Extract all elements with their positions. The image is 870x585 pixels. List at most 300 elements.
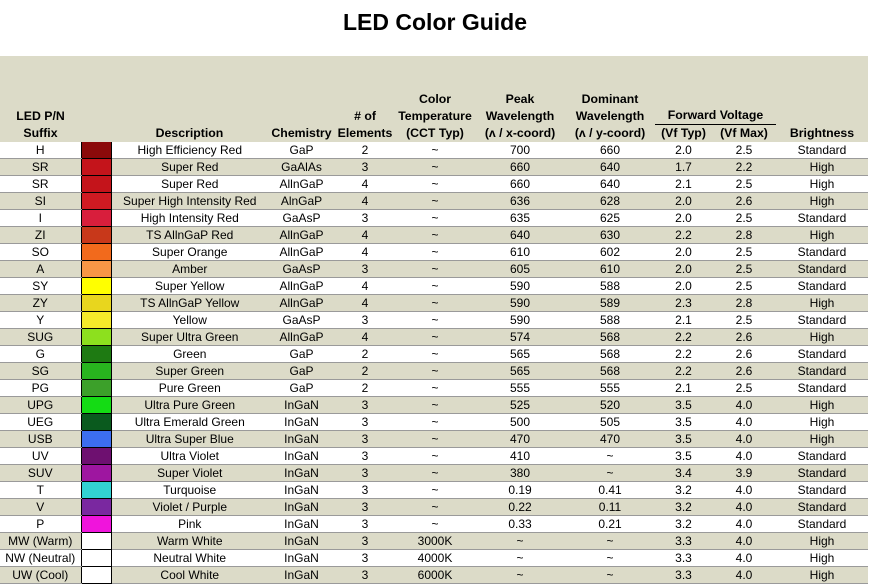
row-dominant-wavelength: 0.21 bbox=[565, 516, 655, 533]
row-color-temperature: ~ bbox=[395, 380, 475, 397]
row-color-temperature: ~ bbox=[395, 142, 475, 159]
row-elements: 4 bbox=[335, 329, 395, 346]
row-dominant-wavelength: ~ bbox=[565, 550, 655, 567]
table-row bbox=[0, 329, 868, 346]
row-peak-wavelength: 525 bbox=[475, 397, 565, 414]
row-vf-max: 4.0 bbox=[712, 550, 776, 567]
row-chemistry: AllnGaP bbox=[268, 244, 335, 261]
row-color-temperature: ~ bbox=[395, 397, 475, 414]
row-vf-typ: 2.0 bbox=[655, 278, 712, 295]
row-vf-max: 2.8 bbox=[712, 295, 776, 312]
color-swatch bbox=[81, 550, 111, 567]
row-elements: 3 bbox=[335, 448, 395, 465]
row-peak-wavelength: 410 bbox=[475, 448, 565, 465]
color-swatch bbox=[81, 482, 111, 499]
row-color-temperature: ~ bbox=[395, 363, 475, 380]
row-vf-max: 2.5 bbox=[712, 278, 776, 295]
row-suffix: P bbox=[0, 516, 81, 533]
row-suffix: UEG bbox=[0, 414, 81, 431]
row-peak-wavelength: 660 bbox=[475, 176, 565, 193]
row-vf-max: 2.5 bbox=[712, 244, 776, 261]
row-chemistry: InGaN bbox=[268, 397, 335, 414]
row-chemistry: InGaN bbox=[268, 431, 335, 448]
row-dominant-wavelength: 470 bbox=[565, 431, 655, 448]
row-dominant-wavelength: 640 bbox=[565, 176, 655, 193]
row-elements: 3 bbox=[335, 465, 395, 482]
table-row bbox=[0, 278, 868, 295]
row-description: Super Green bbox=[111, 363, 268, 380]
row-vf-typ: 3.5 bbox=[655, 448, 712, 465]
row-dominant-wavelength: 588 bbox=[565, 312, 655, 329]
row-vf-max: 4.0 bbox=[712, 414, 776, 431]
led-color-table bbox=[0, 56, 868, 584]
row-elements: 4 bbox=[335, 244, 395, 261]
row-chemistry: InGaN bbox=[268, 482, 335, 499]
row-vf-typ: 2.2 bbox=[655, 363, 712, 380]
color-swatch bbox=[81, 227, 111, 244]
row-brightness: High bbox=[776, 550, 868, 567]
table-row bbox=[0, 465, 868, 482]
row-suffix: SUG bbox=[0, 329, 81, 346]
row-brightness: Standard bbox=[776, 261, 868, 278]
color-swatch bbox=[81, 414, 111, 431]
row-suffix: SR bbox=[0, 159, 81, 176]
row-peak-wavelength: 574 bbox=[475, 329, 565, 346]
row-chemistry: InGaN bbox=[268, 516, 335, 533]
row-vf-typ: 2.0 bbox=[655, 261, 712, 278]
row-vf-max: 2.6 bbox=[712, 329, 776, 346]
row-vf-typ: 3.2 bbox=[655, 499, 712, 516]
row-description: Super Ultra Green bbox=[111, 329, 268, 346]
table-row bbox=[0, 550, 868, 567]
row-elements: 2 bbox=[335, 346, 395, 363]
row-description: Super High Intensity Red bbox=[111, 193, 268, 210]
header-peak-wavelength: Peak Wavelength (ʌ / x-coord) bbox=[484, 92, 556, 140]
row-description: Ultra Pure Green bbox=[111, 397, 268, 414]
row-suffix: T bbox=[0, 482, 81, 499]
row-vf-max: 4.0 bbox=[712, 499, 776, 516]
color-swatch bbox=[81, 210, 111, 227]
row-color-temperature: ~ bbox=[395, 295, 475, 312]
row-description: High Efficiency Red bbox=[111, 142, 268, 159]
row-elements: 4 bbox=[335, 193, 395, 210]
row-brightness: High bbox=[776, 193, 868, 210]
row-vf-typ: 2.2 bbox=[655, 329, 712, 346]
row-vf-typ: 3.4 bbox=[655, 465, 712, 482]
table-row bbox=[0, 176, 868, 193]
row-vf-typ: 3.3 bbox=[655, 533, 712, 550]
table-row bbox=[0, 431, 868, 448]
row-chemistry: AlnGaP bbox=[268, 193, 335, 210]
row-description: Yellow bbox=[111, 312, 268, 329]
row-dominant-wavelength: 568 bbox=[565, 329, 655, 346]
row-elements: 3 bbox=[335, 159, 395, 176]
color-swatch bbox=[81, 244, 111, 261]
row-vf-typ: 1.7 bbox=[655, 159, 712, 176]
table-row bbox=[0, 363, 868, 380]
header-forward-voltage: Forward Voltage bbox=[655, 56, 776, 125]
row-chemistry: GaP bbox=[268, 142, 335, 159]
row-vf-typ: 2.1 bbox=[655, 312, 712, 329]
row-dominant-wavelength: ~ bbox=[565, 533, 655, 550]
row-chemistry: GaAsP bbox=[268, 261, 335, 278]
row-color-temperature: 3000K bbox=[395, 533, 475, 550]
row-color-temperature: ~ bbox=[395, 431, 475, 448]
row-elements: 3 bbox=[335, 261, 395, 278]
row-suffix: SY bbox=[0, 278, 81, 295]
row-description: Ultra Emerald Green bbox=[111, 414, 268, 431]
row-suffix: SR bbox=[0, 176, 81, 193]
color-swatch bbox=[81, 516, 111, 533]
row-color-temperature: ~ bbox=[395, 499, 475, 516]
page-title: LED Color Guide bbox=[343, 9, 527, 35]
row-chemistry: InGaN bbox=[268, 533, 335, 550]
color-swatch bbox=[81, 176, 111, 193]
row-brightness: Standard bbox=[776, 346, 868, 363]
row-vf-typ: 3.3 bbox=[655, 567, 712, 584]
table-row bbox=[0, 210, 868, 227]
row-vf-max: 2.5 bbox=[712, 142, 776, 159]
row-chemistry: GaP bbox=[268, 346, 335, 363]
row-elements: 3 bbox=[335, 312, 395, 329]
row-chemistry: GaAlAs bbox=[268, 159, 335, 176]
row-brightness: Standard bbox=[776, 380, 868, 397]
row-brightness: High bbox=[776, 329, 868, 346]
row-description: TS AllnGaP Yellow bbox=[111, 295, 268, 312]
row-brightness: Standard bbox=[776, 499, 868, 516]
row-vf-typ: 2.0 bbox=[655, 142, 712, 159]
row-suffix: UW (Cool) bbox=[0, 567, 81, 584]
row-vf-max: 4.0 bbox=[712, 448, 776, 465]
row-description: Pink bbox=[111, 516, 268, 533]
row-chemistry: AllnGaP bbox=[268, 329, 335, 346]
row-color-temperature: ~ bbox=[395, 278, 475, 295]
row-dominant-wavelength: 505 bbox=[565, 414, 655, 431]
header-brightness: Brightness bbox=[789, 126, 855, 140]
row-vf-typ: 3.2 bbox=[655, 516, 712, 533]
row-brightness: High bbox=[776, 414, 868, 431]
row-vf-max: 4.0 bbox=[712, 533, 776, 550]
row-peak-wavelength: 635 bbox=[475, 210, 565, 227]
row-dominant-wavelength: 520 bbox=[565, 397, 655, 414]
table-row bbox=[0, 295, 868, 312]
row-peak-wavelength: 0.19 bbox=[475, 482, 565, 499]
row-chemistry: GaAsP bbox=[268, 210, 335, 227]
row-description: Ultra Super Blue bbox=[111, 431, 268, 448]
row-peak-wavelength: ~ bbox=[475, 533, 565, 550]
row-suffix: SO bbox=[0, 244, 81, 261]
table-row bbox=[0, 346, 868, 363]
row-vf-max: 2.5 bbox=[712, 176, 776, 193]
row-vf-max: 4.0 bbox=[712, 482, 776, 499]
row-dominant-wavelength: 568 bbox=[565, 363, 655, 380]
row-dominant-wavelength: 628 bbox=[565, 193, 655, 210]
row-suffix: NW (Neutral) bbox=[0, 550, 81, 567]
color-swatch bbox=[81, 567, 111, 584]
row-elements: 3 bbox=[335, 499, 395, 516]
row-vf-max: 2.6 bbox=[712, 193, 776, 210]
row-description: Super Red bbox=[111, 159, 268, 176]
row-suffix: SUV bbox=[0, 465, 81, 482]
color-swatch bbox=[81, 142, 111, 159]
row-suffix: USB bbox=[0, 431, 81, 448]
row-chemistry: InGaN bbox=[268, 567, 335, 584]
table-row bbox=[0, 159, 868, 176]
row-peak-wavelength: 610 bbox=[475, 244, 565, 261]
row-vf-max: 2.5 bbox=[712, 261, 776, 278]
row-elements: 4 bbox=[335, 278, 395, 295]
row-suffix: MW (Warm) bbox=[0, 533, 81, 550]
row-elements: 3 bbox=[335, 516, 395, 533]
row-description: Pure Green bbox=[111, 380, 268, 397]
row-vf-max: 2.6 bbox=[712, 363, 776, 380]
table-row bbox=[0, 142, 868, 159]
table-row bbox=[0, 448, 868, 465]
row-dominant-wavelength: 630 bbox=[565, 227, 655, 244]
row-dominant-wavelength: 589 bbox=[565, 295, 655, 312]
row-brightness: Standard bbox=[776, 312, 868, 329]
row-suffix: H bbox=[0, 142, 81, 159]
row-vf-typ: 3.3 bbox=[655, 550, 712, 567]
row-peak-wavelength: ~ bbox=[475, 550, 565, 567]
row-chemistry: InGaN bbox=[268, 550, 335, 567]
row-peak-wavelength: 636 bbox=[475, 193, 565, 210]
header-chemistry: Chemistry bbox=[271, 126, 332, 140]
row-brightness: Standard bbox=[776, 465, 868, 482]
table-row bbox=[0, 533, 868, 550]
table-row bbox=[0, 482, 868, 499]
row-description: Amber bbox=[111, 261, 268, 278]
row-chemistry: InGaN bbox=[268, 499, 335, 516]
table-row bbox=[0, 499, 868, 516]
table-row bbox=[0, 244, 868, 261]
row-peak-wavelength: 660 bbox=[475, 159, 565, 176]
row-color-temperature: ~ bbox=[395, 193, 475, 210]
row-description: Super Orange bbox=[111, 244, 268, 261]
row-elements: 4 bbox=[335, 295, 395, 312]
row-description: Super Red bbox=[111, 176, 268, 193]
row-peak-wavelength: 0.33 bbox=[475, 516, 565, 533]
table-body bbox=[0, 142, 868, 584]
row-elements: 3 bbox=[335, 414, 395, 431]
row-color-temperature: ~ bbox=[395, 516, 475, 533]
row-description: Warm White bbox=[111, 533, 268, 550]
row-vf-typ: 2.1 bbox=[655, 176, 712, 193]
row-peak-wavelength: 590 bbox=[475, 312, 565, 329]
row-vf-typ: 3.2 bbox=[655, 482, 712, 499]
row-vf-max: 4.0 bbox=[712, 397, 776, 414]
table-row bbox=[0, 567, 868, 584]
header-vf-typ: (Vf Typ) bbox=[661, 126, 706, 140]
header-swatch bbox=[81, 56, 111, 142]
row-peak-wavelength: 555 bbox=[475, 380, 565, 397]
row-description: Cool White bbox=[111, 567, 268, 584]
row-description: Ultra Violet bbox=[111, 448, 268, 465]
row-brightness: Standard bbox=[776, 142, 868, 159]
table-row bbox=[0, 380, 868, 397]
row-brightness: High bbox=[776, 295, 868, 312]
row-color-temperature: ~ bbox=[395, 312, 475, 329]
row-color-temperature: 6000K bbox=[395, 567, 475, 584]
row-description: TS AllnGaP Red bbox=[111, 227, 268, 244]
row-dominant-wavelength: 625 bbox=[565, 210, 655, 227]
row-elements: 3 bbox=[335, 533, 395, 550]
row-color-temperature: 4000K bbox=[395, 550, 475, 567]
row-vf-typ: 2.0 bbox=[655, 193, 712, 210]
row-elements: 3 bbox=[335, 567, 395, 584]
row-peak-wavelength: 0.22 bbox=[475, 499, 565, 516]
color-swatch bbox=[81, 397, 111, 414]
header-description: Description bbox=[155, 126, 224, 140]
color-swatch bbox=[81, 363, 111, 380]
row-color-temperature: ~ bbox=[395, 346, 475, 363]
row-suffix: I bbox=[0, 210, 81, 227]
row-color-temperature: ~ bbox=[395, 329, 475, 346]
row-vf-max: 2.8 bbox=[712, 227, 776, 244]
row-description: Green bbox=[111, 346, 268, 363]
row-peak-wavelength: ~ bbox=[475, 567, 565, 584]
row-dominant-wavelength: 555 bbox=[565, 380, 655, 397]
row-suffix: ZI bbox=[0, 227, 81, 244]
row-vf-max: 4.0 bbox=[712, 567, 776, 584]
row-chemistry: GaP bbox=[268, 380, 335, 397]
row-suffix: SG bbox=[0, 363, 81, 380]
row-vf-typ: 2.3 bbox=[655, 295, 712, 312]
row-dominant-wavelength: 640 bbox=[565, 159, 655, 176]
table-row bbox=[0, 312, 868, 329]
row-color-temperature: ~ bbox=[395, 210, 475, 227]
row-brightness: High bbox=[776, 431, 868, 448]
row-dominant-wavelength: 610 bbox=[565, 261, 655, 278]
row-peak-wavelength: 640 bbox=[475, 227, 565, 244]
row-vf-max: 2.6 bbox=[712, 346, 776, 363]
row-dominant-wavelength: 568 bbox=[565, 346, 655, 363]
row-peak-wavelength: 700 bbox=[475, 142, 565, 159]
row-elements: 2 bbox=[335, 380, 395, 397]
row-vf-typ: 3.5 bbox=[655, 431, 712, 448]
row-color-temperature: ~ bbox=[395, 176, 475, 193]
row-suffix: SI bbox=[0, 193, 81, 210]
row-dominant-wavelength: ~ bbox=[565, 567, 655, 584]
color-swatch bbox=[81, 465, 111, 482]
row-peak-wavelength: 590 bbox=[475, 278, 565, 295]
row-color-temperature: ~ bbox=[395, 448, 475, 465]
row-dominant-wavelength: 602 bbox=[565, 244, 655, 261]
row-chemistry: AllnGaP bbox=[268, 227, 335, 244]
row-color-temperature: ~ bbox=[395, 244, 475, 261]
table-row bbox=[0, 414, 868, 431]
color-swatch bbox=[81, 499, 111, 516]
row-color-temperature: ~ bbox=[395, 227, 475, 244]
row-chemistry: InGaN bbox=[268, 414, 335, 431]
row-chemistry: InGaN bbox=[268, 448, 335, 465]
row-vf-max: 4.0 bbox=[712, 516, 776, 533]
row-vf-max: 2.5 bbox=[712, 312, 776, 329]
color-swatch bbox=[81, 431, 111, 448]
row-vf-max: 3.9 bbox=[712, 465, 776, 482]
row-description: High Intensity Red bbox=[111, 210, 268, 227]
row-chemistry: InGaN bbox=[268, 465, 335, 482]
row-elements: 2 bbox=[335, 363, 395, 380]
row-suffix: V bbox=[0, 499, 81, 516]
row-brightness: High bbox=[776, 227, 868, 244]
row-vf-typ: 2.2 bbox=[655, 346, 712, 363]
row-chemistry: AllnGaP bbox=[268, 176, 335, 193]
row-peak-wavelength: 605 bbox=[475, 261, 565, 278]
row-dominant-wavelength: ~ bbox=[565, 465, 655, 482]
color-swatch bbox=[81, 312, 111, 329]
row-brightness: High bbox=[776, 533, 868, 550]
row-brightness: Standard bbox=[776, 278, 868, 295]
row-elements: 3 bbox=[335, 550, 395, 567]
row-color-temperature: ~ bbox=[395, 482, 475, 499]
row-dominant-wavelength: 0.41 bbox=[565, 482, 655, 499]
row-vf-typ: 2.0 bbox=[655, 210, 712, 227]
row-dominant-wavelength: 0.11 bbox=[565, 499, 655, 516]
row-peak-wavelength: 590 bbox=[475, 295, 565, 312]
row-suffix: A bbox=[0, 261, 81, 278]
row-dominant-wavelength: 660 bbox=[565, 142, 655, 159]
row-color-temperature: ~ bbox=[395, 159, 475, 176]
row-vf-typ: 2.0 bbox=[655, 244, 712, 261]
row-description: Violet / Purple bbox=[111, 499, 268, 516]
row-vf-typ: 3.5 bbox=[655, 414, 712, 431]
row-peak-wavelength: 470 bbox=[475, 431, 565, 448]
row-brightness: High bbox=[776, 567, 868, 584]
row-brightness: Standard bbox=[776, 448, 868, 465]
row-description: Neutral White bbox=[111, 550, 268, 567]
row-suffix: UPG bbox=[0, 397, 81, 414]
header-elements: # of Elements bbox=[337, 109, 393, 140]
color-swatch bbox=[81, 448, 111, 465]
row-brightness: Standard bbox=[776, 516, 868, 533]
color-swatch bbox=[81, 193, 111, 210]
row-peak-wavelength: 500 bbox=[475, 414, 565, 431]
row-vf-max: 4.0 bbox=[712, 431, 776, 448]
row-color-temperature: ~ bbox=[395, 465, 475, 482]
header-suffix: LED P/N Suffix bbox=[16, 109, 65, 140]
row-suffix: UV bbox=[0, 448, 81, 465]
row-elements: 3 bbox=[335, 210, 395, 227]
row-suffix: ZY bbox=[0, 295, 81, 312]
header-vf-max: (Vf Max) bbox=[720, 126, 768, 140]
row-chemistry: AllnGaP bbox=[268, 278, 335, 295]
row-description: Super Yellow bbox=[111, 278, 268, 295]
row-brightness: High bbox=[776, 397, 868, 414]
row-brightness: Standard bbox=[776, 210, 868, 227]
table-row bbox=[0, 227, 868, 244]
row-elements: 3 bbox=[335, 397, 395, 414]
row-suffix: G bbox=[0, 346, 81, 363]
row-brightness: Standard bbox=[776, 482, 868, 499]
row-elements: 4 bbox=[335, 227, 395, 244]
color-swatch bbox=[81, 346, 111, 363]
color-swatch bbox=[81, 380, 111, 397]
row-vf-max: 2.2 bbox=[712, 159, 776, 176]
color-swatch bbox=[81, 159, 111, 176]
row-chemistry: GaP bbox=[268, 363, 335, 380]
row-description: Turquoise bbox=[111, 482, 268, 499]
row-brightness: Standard bbox=[776, 363, 868, 380]
row-peak-wavelength: 380 bbox=[475, 465, 565, 482]
row-elements: 4 bbox=[335, 176, 395, 193]
color-swatch bbox=[81, 261, 111, 278]
row-elements: 3 bbox=[335, 431, 395, 448]
row-suffix: Y bbox=[0, 312, 81, 329]
color-swatch bbox=[81, 329, 111, 346]
table-row bbox=[0, 397, 868, 414]
row-chemistry: AllnGaP bbox=[268, 295, 335, 312]
